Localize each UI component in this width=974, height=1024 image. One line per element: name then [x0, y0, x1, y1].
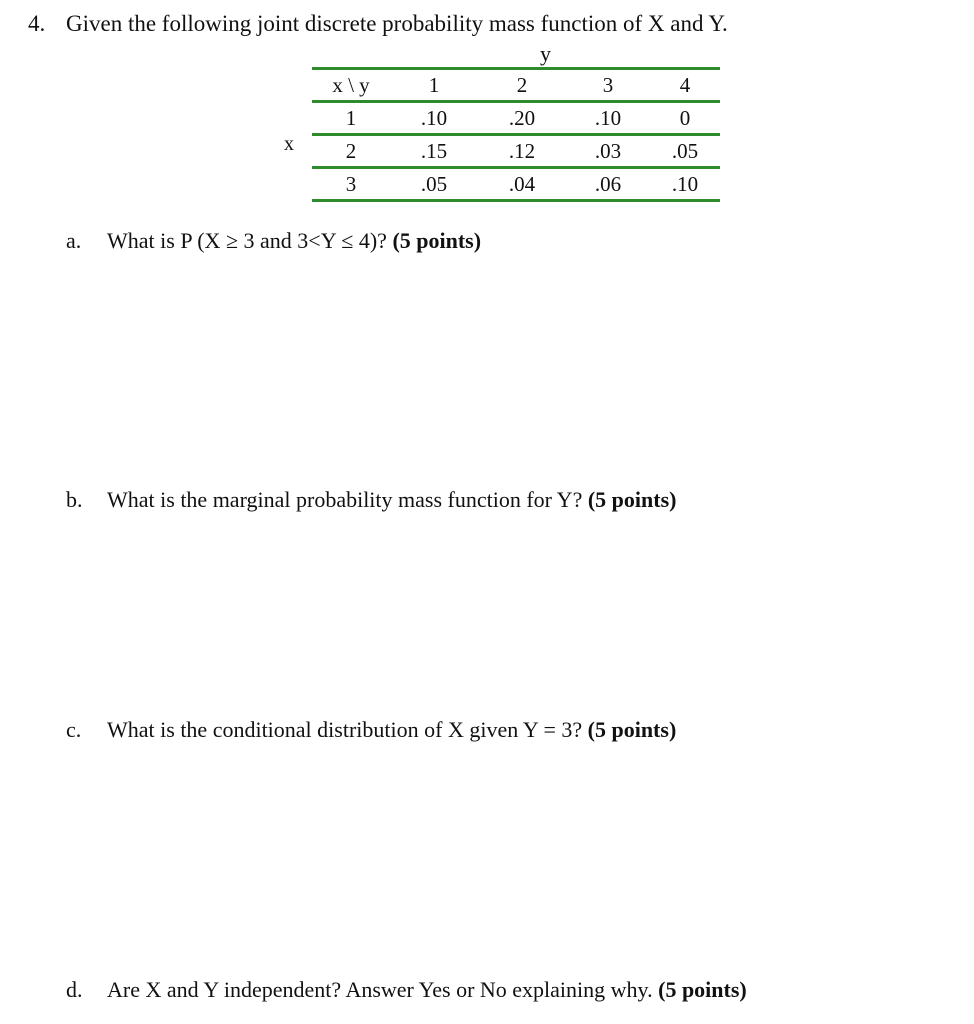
question-letter: d. — [66, 977, 83, 1002]
column-header: 3 — [566, 69, 650, 102]
question-letter: b. — [66, 487, 83, 512]
question-letter: a. — [66, 228, 82, 253]
question-a — [66, 228, 481, 254]
column-header: 4 — [650, 69, 720, 102]
table-cell: .04 — [478, 168, 566, 201]
table-cell: 0 — [650, 102, 720, 135]
joint-pmf-table — [312, 67, 720, 202]
question-letter: c. — [66, 717, 82, 742]
table-cell: .05 — [390, 168, 478, 201]
table-cell: .05 — [650, 135, 720, 168]
question-b — [66, 487, 676, 513]
question-text: What is the conditional distribution of X given Y = 3? — [107, 717, 583, 742]
row-header: 3 — [312, 168, 390, 201]
row-variable-label: x — [284, 133, 294, 155]
question-text: What is P (X ≥ 3 and 3<Y ≤ 4)? — [107, 228, 387, 253]
problem-number: 4. — [28, 11, 46, 36]
question-points: (5 points) — [587, 717, 677, 742]
question-points: (5 points) — [658, 977, 747, 1002]
table-row — [312, 102, 720, 135]
column-variable-label: y — [540, 41, 551, 66]
row-header: 2 — [312, 135, 390, 168]
table-cell: .12 — [478, 135, 566, 168]
column-header: 1 — [390, 69, 478, 102]
table-cell: .06 — [566, 168, 650, 201]
table-cell: .03 — [566, 135, 650, 168]
column-header: 2 — [478, 69, 566, 102]
problem-statement — [28, 11, 728, 37]
table-row — [312, 135, 720, 168]
table-cell: .10 — [650, 168, 720, 201]
table-cell: .15 — [390, 135, 478, 168]
problem-text: Given the following joint discrete probability mass function of X and Y. — [66, 11, 728, 36]
row-header: 1 — [312, 102, 390, 135]
question-d — [66, 977, 747, 1003]
table-cell: .10 — [390, 102, 478, 135]
table-row — [312, 168, 720, 201]
question-points: (5 points) — [587, 487, 677, 512]
question-c — [66, 717, 676, 743]
question-points: (5 points) — [392, 228, 482, 253]
corner-header: x \ y — [312, 69, 390, 102]
table-cell: .10 — [566, 102, 650, 135]
question-text: What is the marginal probability mass function for Y? — [107, 487, 583, 512]
table-cell: .20 — [478, 102, 566, 135]
table-header-row — [312, 69, 720, 102]
question-text: Are X and Y independent? Answer Yes or No explaining why. — [107, 977, 653, 1002]
